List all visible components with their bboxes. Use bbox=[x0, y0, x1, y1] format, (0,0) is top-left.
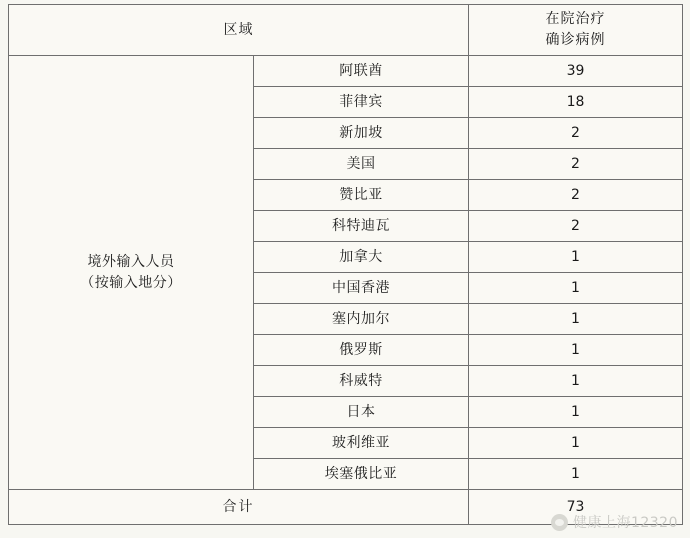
place-count: 1 bbox=[469, 397, 683, 428]
place-name: 阿联酋 bbox=[254, 56, 469, 87]
total-label: 合计 bbox=[9, 490, 469, 525]
place-count: 18 bbox=[469, 87, 683, 118]
table-container bbox=[8, 4, 682, 525]
place-count: 2 bbox=[469, 118, 683, 149]
watermark bbox=[551, 512, 678, 532]
place-name: 埃塞俄比亚 bbox=[254, 459, 469, 490]
header-region: 区域 bbox=[9, 5, 469, 56]
place-count: 1 bbox=[469, 459, 683, 490]
place-name: 菲律宾 bbox=[254, 87, 469, 118]
place-name: 科特迪瓦 bbox=[254, 211, 469, 242]
place-count: 1 bbox=[469, 366, 683, 397]
covid-cases-table bbox=[8, 4, 683, 525]
place-name: 日本 bbox=[254, 397, 469, 428]
total-count: 73 bbox=[469, 490, 683, 525]
place-count: 2 bbox=[469, 211, 683, 242]
place-name: 新加坡 bbox=[254, 118, 469, 149]
place-name: 中国香港 bbox=[254, 273, 469, 304]
place-count: 1 bbox=[469, 242, 683, 273]
table-header-row bbox=[9, 5, 683, 56]
place-name: 玻利维亚 bbox=[254, 428, 469, 459]
place-count: 39 bbox=[469, 56, 683, 87]
place-count: 1 bbox=[469, 335, 683, 366]
place-name: 科威特 bbox=[254, 366, 469, 397]
group-label-line1: 境外输入人员 bbox=[87, 253, 175, 270]
place-name: 美国 bbox=[254, 149, 469, 180]
place-name: 赞比亚 bbox=[254, 180, 469, 211]
place-count: 1 bbox=[469, 304, 683, 335]
watermark-text: 健康上海12320 bbox=[572, 515, 678, 531]
place-count: 1 bbox=[469, 273, 683, 304]
header-cases bbox=[469, 5, 683, 56]
place-name: 塞内加尔 bbox=[254, 304, 469, 335]
header-cases-line2: 确诊病例 bbox=[545, 32, 606, 48]
place-count: 1 bbox=[469, 428, 683, 459]
place-count: 2 bbox=[469, 180, 683, 211]
table-row bbox=[9, 56, 683, 87]
group-label-line2: （按输入地分） bbox=[80, 274, 182, 291]
weibo-icon bbox=[551, 514, 568, 531]
place-name: 加拿大 bbox=[254, 242, 469, 273]
place-count: 2 bbox=[469, 149, 683, 180]
group-label-imported bbox=[9, 56, 254, 490]
header-cases-line1: 在院治疗 bbox=[545, 11, 606, 27]
place-name: 俄罗斯 bbox=[254, 335, 469, 366]
